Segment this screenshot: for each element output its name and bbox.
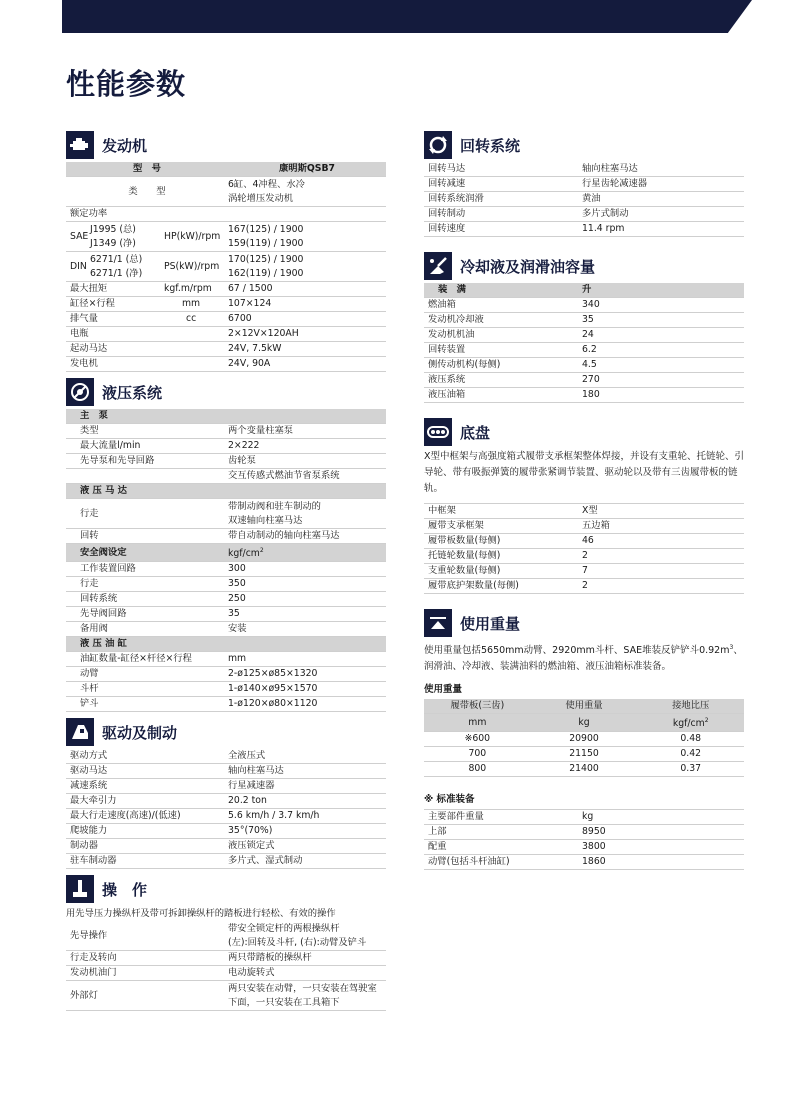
hydraulic-section [66, 377, 386, 712]
swing-row [424, 162, 744, 177]
swing-row [424, 222, 744, 237]
row-label: 先导泵和先导回路 [80, 455, 155, 466]
spec-label: 起动马达 [70, 343, 108, 354]
row-value: 6.2 [582, 344, 597, 355]
spec-label: 最大扭矩 [70, 283, 108, 294]
undercarriage-row [424, 579, 744, 594]
undercarriage-row [424, 519, 744, 534]
type-value [224, 178, 386, 206]
rated-power-row [66, 207, 386, 222]
undercarriage-row [424, 503, 744, 519]
weight-description-tail: 、润滑油、冷却液、装满油料的燃油箱、液压油箱标准装备。 [424, 645, 743, 673]
row-value: 带自动制动的轴向柱塞马达 [228, 530, 340, 541]
rated-power-label: 额定功率 [70, 208, 108, 219]
coolant-section [424, 251, 744, 403]
spec-label: 发电机 [70, 358, 98, 369]
type-label: 类 型 [128, 185, 166, 197]
column-unit-sup: 2 [704, 717, 709, 725]
row-value: 46 [582, 535, 594, 546]
swing-row [424, 177, 744, 192]
row-value-line: 带安全锁定杆的两根操纵杆 [228, 922, 340, 934]
weight-title: 使用重量 [460, 614, 521, 633]
sae-unit: HP(kW)/rpm [164, 230, 221, 242]
sae-standard: J1349 (净) [90, 237, 136, 249]
row-value-line: 双速轴向柱塞马达 [228, 514, 303, 526]
weight-description [424, 640, 744, 675]
cylinder-row [66, 682, 386, 697]
row-label: 托链轮数量(每侧) [428, 550, 501, 561]
engine-icon [66, 131, 94, 159]
row-label: 支重轮数量(每侧) [428, 565, 501, 576]
row-label: 类型 [80, 425, 99, 436]
column-header: 升 [582, 284, 592, 295]
coolant-row [424, 343, 744, 358]
group-header: 安全阀设定 [80, 546, 127, 558]
motor-header [66, 484, 386, 499]
drive-row [66, 764, 386, 779]
weight-table [424, 699, 744, 777]
model-value: 康明斯QSB7 [278, 163, 336, 174]
row-value: 5.6 km/h / 3.7 km/h [228, 810, 320, 822]
right-column [424, 130, 744, 875]
engine-section [66, 130, 386, 372]
type-value-line: 涡轮增压发动机 [228, 192, 294, 204]
row-label: 回转装置 [428, 344, 466, 355]
row-value: 行星齿轮减速器 [582, 178, 648, 189]
row-label: 侧传动机构(每侧) [428, 359, 501, 370]
ground-pressure: 0.37 [680, 763, 702, 775]
undercarriage-title: 底盘 [460, 423, 491, 442]
din-value: 170(125) / 1900 [228, 253, 304, 265]
row-value: 液压锁定式 [228, 840, 275, 852]
row-value: 7 [582, 565, 588, 576]
row-value: 轴向柱塞马达 [228, 765, 284, 777]
row-value: 轴向柱塞马达 [582, 163, 638, 174]
track-motor-icon [66, 718, 94, 746]
row-value: 2-ø125×ø85×1320 [228, 668, 318, 680]
row-label: 驱动方式 [70, 750, 108, 762]
intro-text: 用先导压力操纵杆及带可拆卸操纵杆的踏板进行轻松、有效的操作 [66, 907, 336, 919]
engine-spec-row [66, 327, 386, 342]
row-label: 配重 [428, 841, 447, 853]
undercarriage-header [424, 417, 744, 447]
oil-can-icon [424, 252, 452, 280]
row-label: 液压油箱 [428, 389, 466, 400]
sae-value: 167(125) / 1900 [228, 223, 304, 235]
operation-row [66, 951, 386, 966]
row-label: 驻车制动器 [70, 855, 117, 867]
relief-row [66, 562, 386, 577]
coolant-row [424, 373, 744, 388]
crawler-track-icon [424, 418, 452, 446]
column-header: 履带板(三齿) [450, 700, 505, 712]
row-label: 动臂(包括斗杆油缸) [428, 856, 510, 868]
drive-row [66, 779, 386, 794]
relief-unit [224, 544, 386, 561]
coolant-header [424, 251, 744, 281]
weight-header-row [424, 699, 744, 714]
row-value: 2 [582, 550, 588, 561]
coolant-header-row [424, 283, 744, 298]
row-value: 全液压式 [228, 750, 266, 762]
spec-label: 排气量 [70, 313, 98, 324]
operation-title: 操 作 [102, 880, 148, 899]
relief-header [66, 544, 386, 562]
component-row [424, 825, 744, 840]
row-label: 发动机冷却液 [428, 314, 484, 325]
table-row [424, 732, 744, 747]
relief-row [66, 577, 386, 592]
row-value: mm [228, 653, 247, 665]
relief-unit-sup: 2 [259, 547, 264, 554]
row-value: 2×222 [228, 440, 260, 451]
undercarriage-row [424, 564, 744, 579]
drive-title: 驱动及制动 [102, 723, 178, 742]
row-value: 35 [228, 608, 240, 620]
weight-description-sup: 3 [729, 644, 734, 651]
swing-motor-row [66, 529, 386, 544]
row-value-line: (左):回转及斗杆, (右):动臂及铲斗 [228, 936, 367, 948]
weight-unit-row [424, 714, 744, 732]
row-value-line: 下面，一只安装在工具箱下 [228, 996, 340, 1008]
row-label: 外部灯 [70, 989, 98, 1001]
light-row [66, 981, 386, 1011]
operation-section [66, 874, 386, 1011]
pump-row [66, 454, 386, 469]
row-value: 270 [582, 374, 600, 385]
standard-equipment-title: ※ 标准装备 [424, 794, 475, 806]
hydraulic-title: 液压系统 [102, 383, 163, 402]
shoe-width: 700 [468, 748, 487, 760]
ground-pressure: 0.48 [680, 733, 702, 745]
row-value [224, 922, 386, 950]
swing-title: 回转系统 [460, 136, 521, 155]
shoe-width: ※600 [464, 733, 491, 745]
column-header: 接地比压 [672, 700, 710, 712]
spec-label: 缸径×行程 [70, 298, 115, 309]
coolant-row [424, 313, 744, 328]
row-value: 350 [228, 578, 246, 590]
din-label: DIN [70, 260, 87, 272]
engine-spec-row [66, 297, 386, 312]
row-label: 回转系统 [80, 593, 118, 605]
row-label: 回转 [80, 530, 99, 541]
din-row [66, 252, 386, 282]
row-value-line: 两只安装在动臂，一只安装在驾驶室 [228, 982, 377, 994]
sae-label: SAE [70, 230, 89, 242]
row-value: 3800 [582, 841, 606, 853]
lever-icon [66, 875, 94, 903]
spec-unit: kgf.m/rpm [164, 283, 212, 294]
sae-values [224, 223, 386, 251]
row-label: 中框架 [428, 505, 456, 516]
spec-label: 电瓶 [70, 328, 89, 339]
engine-model-row [66, 162, 386, 177]
din-values [224, 253, 386, 281]
row-label: 驱动马达 [70, 765, 108, 777]
group-header: 液 压 油 缸 [80, 638, 127, 650]
row-value: 24 [582, 329, 594, 340]
column-unit: mm [468, 716, 487, 728]
row-label: 制动器 [70, 840, 98, 852]
operation-row [66, 966, 386, 981]
sae-row [66, 222, 386, 252]
row-label: 燃油箱 [428, 299, 456, 310]
undercarriage-row [424, 534, 744, 549]
table-row [424, 762, 744, 777]
row-value: 齿轮泵 [228, 455, 256, 466]
type-value-line: 6缸、4冲程、水冷 [228, 178, 305, 190]
drive-section [66, 717, 386, 869]
shoe-width: 800 [468, 763, 487, 775]
swing-row [424, 192, 744, 207]
din-unit: PS(kW)/rpm [164, 260, 220, 272]
row-value: 11.4 rpm [582, 223, 625, 234]
row-label: 油缸数量-缸径×杆径×行程 [80, 653, 192, 665]
engine-spec-row [66, 342, 386, 357]
row-label: 液压系统 [428, 374, 466, 385]
row-value: 黄油 [582, 193, 601, 204]
engine-title: 发动机 [102, 136, 148, 155]
cylinder-row [66, 652, 386, 667]
row-value: 交互传感式燃油节省泵系统 [228, 470, 340, 481]
din-value: 162(119) / 1900 [228, 267, 304, 279]
row-value: 多片式、湿式制动 [228, 855, 303, 867]
din-standard: 6271/1 (净) [90, 267, 143, 279]
row-value: 180 [582, 389, 600, 400]
row-value: 1-ø120×ø80×1120 [228, 698, 318, 710]
row-label: 先导阀回路 [80, 608, 127, 620]
spec-unit: mm [182, 298, 201, 309]
group-header: 主 泵 [80, 410, 108, 421]
undercarriage-row [424, 549, 744, 564]
spec-unit: cc [186, 313, 197, 324]
travel-motor-row [66, 499, 386, 529]
row-value: 250 [228, 593, 246, 605]
column-header: 装 满 [438, 284, 466, 295]
row-label: 回转制动 [428, 208, 466, 219]
row-label: 发动机油门 [70, 967, 117, 979]
weight-description-text: 使用重量包括5650mm动臂、2920mm斗杆、SAE堆装反铲铲斗0.92m [424, 645, 730, 657]
pump-row [66, 439, 386, 454]
drive-row [66, 809, 386, 824]
row-label: 履带板数量(每侧) [428, 535, 501, 546]
operation-header [66, 874, 386, 904]
operation-intro [66, 906, 386, 921]
relief-row [66, 607, 386, 622]
row-value: 4.5 [582, 359, 597, 370]
row-value: 8950 [582, 826, 606, 838]
row-label: 最大流量l/min [80, 440, 141, 451]
engine-header [66, 130, 386, 160]
sae-standard: J1995 (总) [90, 223, 136, 235]
operating-weight: 20900 [569, 733, 599, 745]
coolant-title: 冷却液及润滑油容量 [460, 257, 596, 276]
row-value: 行星减速器 [228, 780, 275, 792]
column-unit-text: kgf/cm [672, 718, 705, 730]
row-value: 安装 [228, 623, 247, 635]
pump-row [66, 469, 386, 484]
engine-spec-row [66, 282, 386, 297]
row-label: 爬坡能力 [70, 825, 108, 837]
row-label: 回转系统润滑 [428, 193, 484, 204]
weight-subtitle: 使用重量 [424, 684, 463, 696]
top-banner [62, 0, 752, 33]
row-value: 20.2 ton [228, 795, 267, 807]
row-label: 回转速度 [428, 223, 466, 234]
component-row [424, 809, 744, 825]
page-title: 性能参数 [66, 67, 187, 101]
row-label: 铲斗 [80, 698, 99, 710]
engine-spec-row [66, 357, 386, 372]
row-label: 履带支承框架 [428, 520, 484, 531]
pump-icon [66, 378, 94, 406]
row-value: 35 [582, 314, 594, 325]
row-label: 行走及转向 [70, 952, 117, 964]
row-label: 回转马达 [428, 163, 466, 174]
component-row [424, 840, 744, 855]
cylinder-row [66, 697, 386, 712]
coolant-row [424, 298, 744, 313]
swing-row [424, 207, 744, 222]
spec-value: 24V, 90A [228, 358, 271, 369]
main-pump-header [66, 409, 386, 424]
row-value [224, 500, 386, 528]
group-header: 液 压 马 达 [80, 485, 127, 496]
weight-section [424, 608, 744, 870]
row-value: 多片式制动 [582, 208, 629, 219]
component-row [424, 855, 744, 870]
row-value-line: 带制动阀和驻车制动的 [228, 500, 321, 512]
undercarriage-description: X型中框架与高强度箱式履带支承框架整体焊接，并设有支重轮、托链轮、引导轮、带有吸振弹簧的履带张紧调节装置、驱动轮以及带有三齿履带板的链轨。 [424, 451, 745, 494]
drive-row [66, 839, 386, 854]
row-value: 五边箱 [582, 520, 610, 531]
relief-row [66, 592, 386, 607]
cylinder-header [66, 637, 386, 652]
row-label: 最大行走速度(高速)/(低速) [70, 810, 181, 822]
row-label: 履带底护架数量(每侧) [428, 580, 519, 591]
engine-type-row [66, 177, 386, 207]
row-label: 动臂 [80, 668, 99, 680]
drive-row [66, 824, 386, 839]
weight-header [424, 608, 744, 638]
row-value: 300 [228, 563, 246, 575]
row-value: 电动旋转式 [228, 967, 275, 979]
spec-value: 107×124 [228, 298, 272, 309]
row-label: 主要部件重量 [428, 811, 484, 823]
pump-row [66, 424, 386, 439]
row-label: 减速系统 [70, 780, 108, 792]
row-value: 1-ø140×ø95×1570 [228, 683, 318, 695]
coolant-row [424, 358, 744, 373]
row-label: 备用阀 [80, 623, 108, 635]
coolant-row [424, 388, 744, 403]
relief-row [66, 622, 386, 637]
swing-section [424, 130, 744, 237]
cylinder-row [66, 667, 386, 682]
row-label: 发动机机油 [428, 329, 475, 340]
relief-unit-text: kgf/cm [228, 548, 260, 560]
row-label: 最大牵引力 [70, 795, 117, 807]
undercarriage-section [424, 417, 744, 594]
sae-value: 159(119) / 1900 [228, 237, 304, 249]
din-standards [90, 253, 164, 281]
drive-row [66, 854, 386, 869]
hydraulic-header [66, 377, 386, 407]
model-label: 型 号 [133, 163, 161, 174]
operating-weight: 21150 [569, 748, 599, 760]
row-label: 斗杆 [80, 683, 99, 695]
row-value: 两个变量柱塞泵 [228, 425, 294, 436]
weight-icon [424, 609, 452, 637]
row-value: 2 [582, 580, 588, 591]
row-label: 行走 [80, 507, 99, 519]
row-label: 上部 [428, 826, 447, 838]
spec-value: 6700 [228, 313, 252, 324]
rotate-icon [424, 131, 452, 159]
spec-value: 24V, 7.5kW [228, 343, 282, 354]
row-value: 两只带踏板的操纵杆 [228, 952, 312, 964]
sae-standards [90, 223, 164, 251]
row-label: 行走 [80, 578, 99, 590]
spec-value: 67 / 1500 [228, 283, 273, 294]
din-standard: 6271/1 (总) [90, 253, 143, 265]
row-value: kg [582, 811, 594, 823]
row-value: 1860 [582, 856, 606, 868]
column-header: 使用重量 [565, 700, 603, 712]
drive-row [66, 794, 386, 809]
row-label: 先导操作 [70, 929, 108, 941]
engine-spec-row [66, 312, 386, 327]
row-value: 340 [582, 299, 600, 310]
row-value [224, 982, 386, 1010]
row-label: 工作装置回路 [80, 563, 136, 575]
spec-value: 2×12V×120AH [228, 328, 299, 339]
row-value: 35°(70%) [228, 825, 273, 837]
coolant-row [424, 328, 744, 343]
row-value: X型 [582, 505, 598, 516]
operating-weight: 21400 [569, 763, 599, 775]
swing-header [424, 130, 744, 160]
drive-header [66, 717, 386, 747]
drive-row [66, 749, 386, 764]
row-label: 回转减速 [428, 178, 466, 189]
ground-pressure: 0.42 [680, 748, 702, 760]
table-row [424, 747, 744, 762]
pilot-row [66, 921, 386, 951]
column-unit [637, 714, 744, 731]
column-unit: kg [578, 716, 590, 728]
left-column [66, 130, 386, 1016]
